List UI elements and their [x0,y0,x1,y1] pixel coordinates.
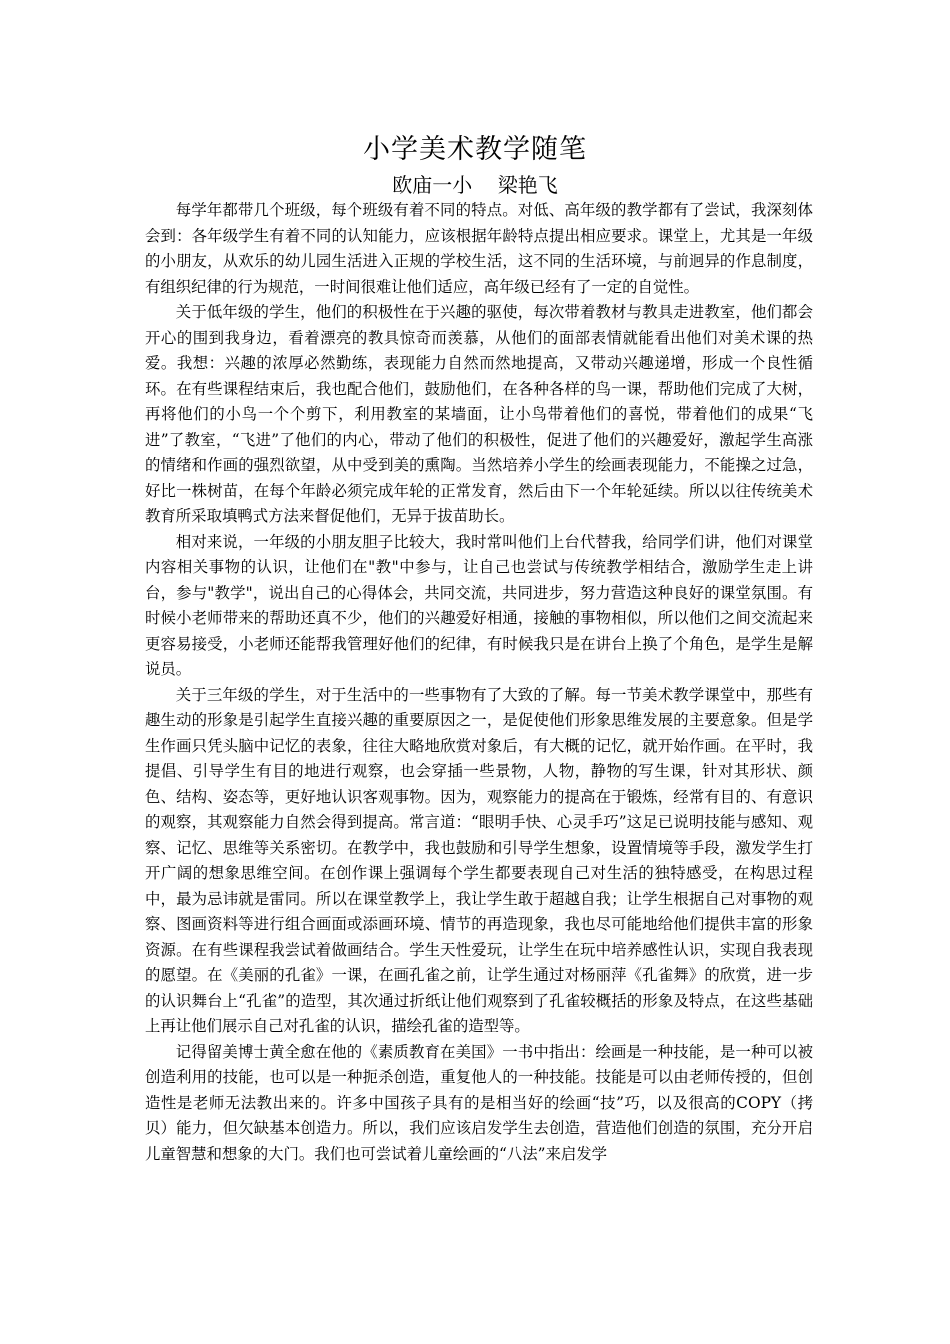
paragraph-3: 相对来说，一年级的小朋友胆子比较大，我时常叫他们上台代替我，给同学们讲，他们对课堂内容相关事物的认识，让他们在"教"中参与，让自己也尝试与传统教学相结合，激励学生走上讲台，参与"教学"，说出自己的心得体会，共同交流，共同进步，努力营造这种良好的课堂氛围。有时候小老师带来的帮助还真不少，他们的兴趣爱好相通，接触的事物相似，所以他们之间交流起来更容易接受，小老师还能帮我管理好他们的纪律，有时候我只是在讲台上换了个角色，是学生是解说员。 [145,532,813,678]
paragraph-4: 关于三年级的学生，对于生活中的一些事物有了大致的了解。每一节美术教学课堂中，那些有趣生动的形象是引起学生直接兴趣的重要原因之一，是促使他们形象思维发展的主要意象。但是学生作画只凭头脑中记忆的表象，往往大略地欣赏对象后，有大概的记忆，就开始作画。在平时，我提倡、引导学生有目的地进行观察，也会穿插一些景物，人物，静物的写生课，针对其形状、颜色、结构、姿态等，更好地认识客观事物。因为，观察能力的提高在于锻炼，经常有目的、有意识的观察，其观察能力自然会得到提高。常言道：“眼明手快、心灵手巧”这足已说明技能与感知、观察、记忆、思维等关系密切。在教学中，我也鼓励和引导学生想象，设置情境等手段，激发学生打开广阔的想象思维空间。在创作课上强调每个学生都要表现自己对生活的独特感受，在构思过程中，最为忌讳就是雷同。所以在课堂教学上，我让学生敢于超越自我；让学生根据自己对事物的观察、图画资料等进行组合画面或添画环境、情节的再造现象，我也尽可能地给他们提供丰富的形象资源。在有些课程我尝试着做画结合。学生天性爱玩，让学生在玩中培养感性认识，实现自我表现的愿望。在《美丽的孔雀》一课，在画孔雀之前，让学生通过对杨丽萍《孔雀舞》的欣赏，进一步的认识舞台上“孔雀”的造型，其次通过折纸让他们观察到了孔雀较概括的形象及特点，在这些基础上再让他们展示自己对孔雀的认识，描绘孔雀的造型等。 [145,685,813,1035]
paragraph-1: 每学年都带几个班级，每个班级有着不同的特点。对低、高年级的教学都有了尝试，我深刻体会到：各年级学生有着不同的认知能力，应该根据年龄特点提出相应要求。课堂上，尤其是一年级的小朋友，从欢乐的幼儿园生活进入正规的学校生活，这不同的生活环境，与前迥异的作息制度，有组织纪律的行为规范，一时间很难让他们适应，高年级已经有了一定的自觉性。 [145,201,813,296]
paragraph-5: 记得留美博士黄全愈在他的《素质教育在美国》一书中指出：绘画是一种技能，是一种可以被创造利用的技能，也可以是一种扼杀创造，重复他人的一种技能。技能是可以由老师传授的，但创造性是老师无法教出来的。许多中国孩子具有的是相当好的绘画“技”巧，以及很高的COPY（拷贝）能力，但欠缺基本创造力。所以，我们应该启发学生去创造，营造他们创造的氛围，充分开启儿童智慧和想象的大门。我们也可尝试着儿童绘画的“八法”来启发学 [145,1042,813,1163]
paragraph-2: 关于低年级的学生，他们的积极性在于兴趣的驱使，每次带着教材与教具走进教室，他们都会开心的围到我身边，看着漂亮的教具惊奇而羡慕，从他们的面部表情就能看出他们对美术课的热爱。我想：兴趣的浓厚必然勤练，表现能力自然而然地提高，又带动兴趣递增，形成一个良性循环。在有些课程结束后，我也配合他们，鼓励他们，在各种各样的鸟一课，帮助他们完成了大树，再将他们的小鸟一个个剪下，利用教室的某墙面，让小鸟带着他们的喜悦，带着他们的成果“飞进”了教室，“飞进”了他们的内心，带动了他们的积极性，促进了他们的兴趣爱好，激起学生高涨的情绪和作画的强烈欲望，从中受到美的熏陶。当然培养小学生的绘画表现能力，不能操之过急，好比一株树苗，在每个年龄必须完成年轮的正常发育，然后由下一个年轮延续。所以以往传统美术教育所采取填鸭式方法来督促他们，无异于拔苗助长。 [145,303,813,525]
document-title: 小学美术教学随笔 [363,134,587,165]
document-body [145,198,813,1167]
author-line: 欧庙一小 梁艳飞 [392,173,558,197]
